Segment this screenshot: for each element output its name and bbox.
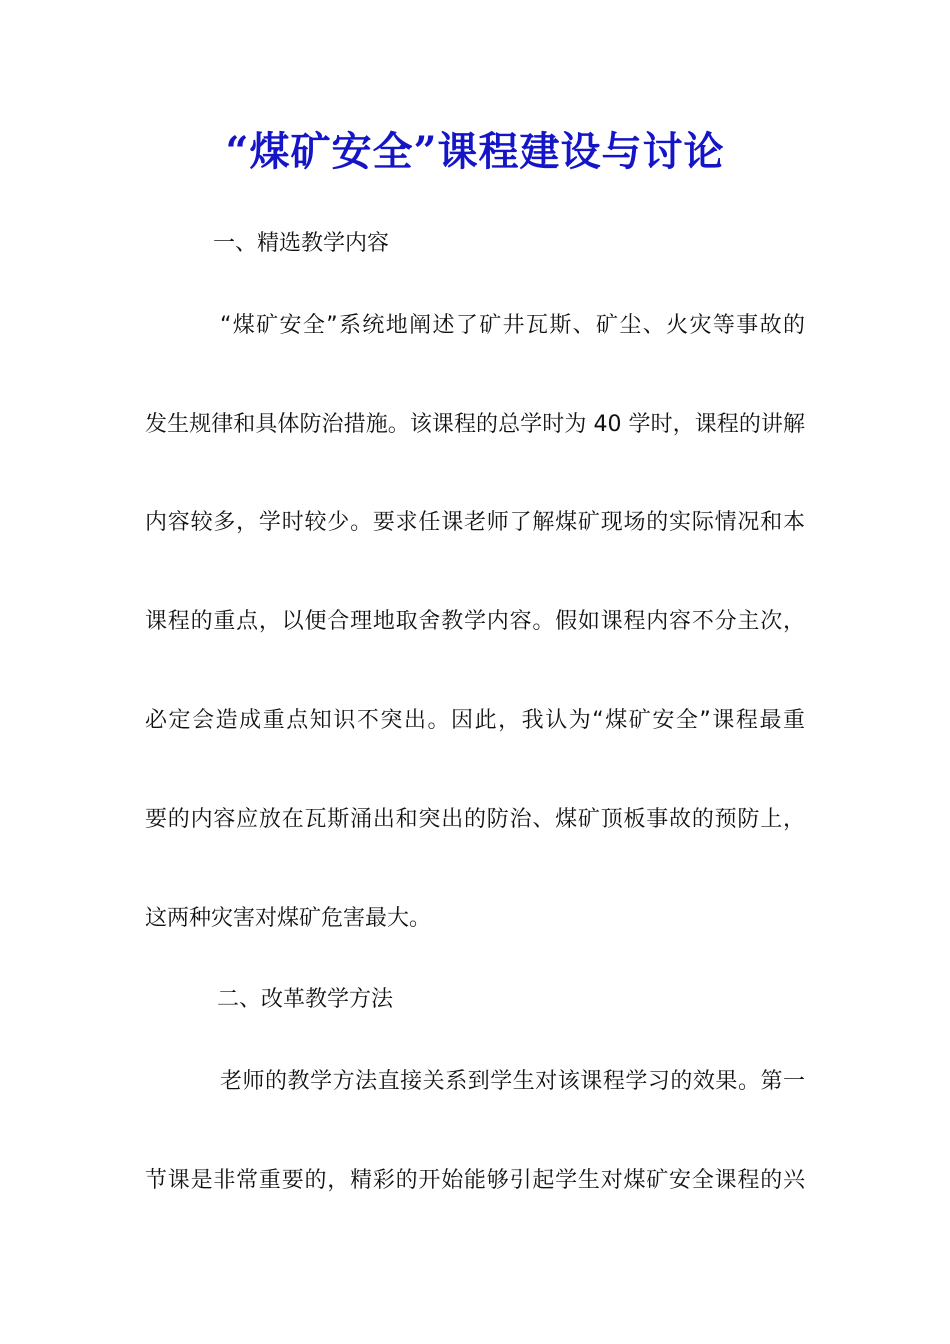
paragraph-line: 课程的重点，以便合理地取舍教学内容。假如课程内容不分主次， bbox=[145, 609, 805, 634]
paragraph-line: 内容较多，学时较少。要求任课老师了解煤矿现场的实际情况和本 bbox=[145, 510, 805, 535]
section-heading-1: 一、精选教学内容 bbox=[213, 231, 390, 256]
paragraph-line: 要的内容应放在瓦斯涌出和突出的防治、煤矿顶板事故的预防上， bbox=[145, 807, 805, 832]
paragraph-line: “煤矿安全”系统地阐述了矿井瓦斯、矿尘、火灾等事故的 bbox=[220, 313, 805, 338]
paragraph-line: 老师的教学方法直接关系到学生对该课程学习的效果。第一 bbox=[220, 1069, 805, 1094]
paragraph-line: 发生规律和具体防治措施。该课程的总学时为 40 学时，课程的讲解 bbox=[145, 412, 805, 437]
paragraph-line: 节课是非常重要的，精彩的开始能够引起学生对煤矿安全课程的兴 bbox=[145, 1168, 805, 1193]
paragraph-line: 必定会造成重点知识不突出。因此，我认为“煤矿安全”课程最重 bbox=[145, 708, 805, 733]
paragraph-line: 这两种灾害对煤矿危害最大。 bbox=[145, 906, 432, 931]
section-heading-2: 二、改革教学方法 bbox=[217, 987, 394, 1012]
document-title: “煤矿安全”课程建设与讨论 bbox=[225, 128, 725, 175]
